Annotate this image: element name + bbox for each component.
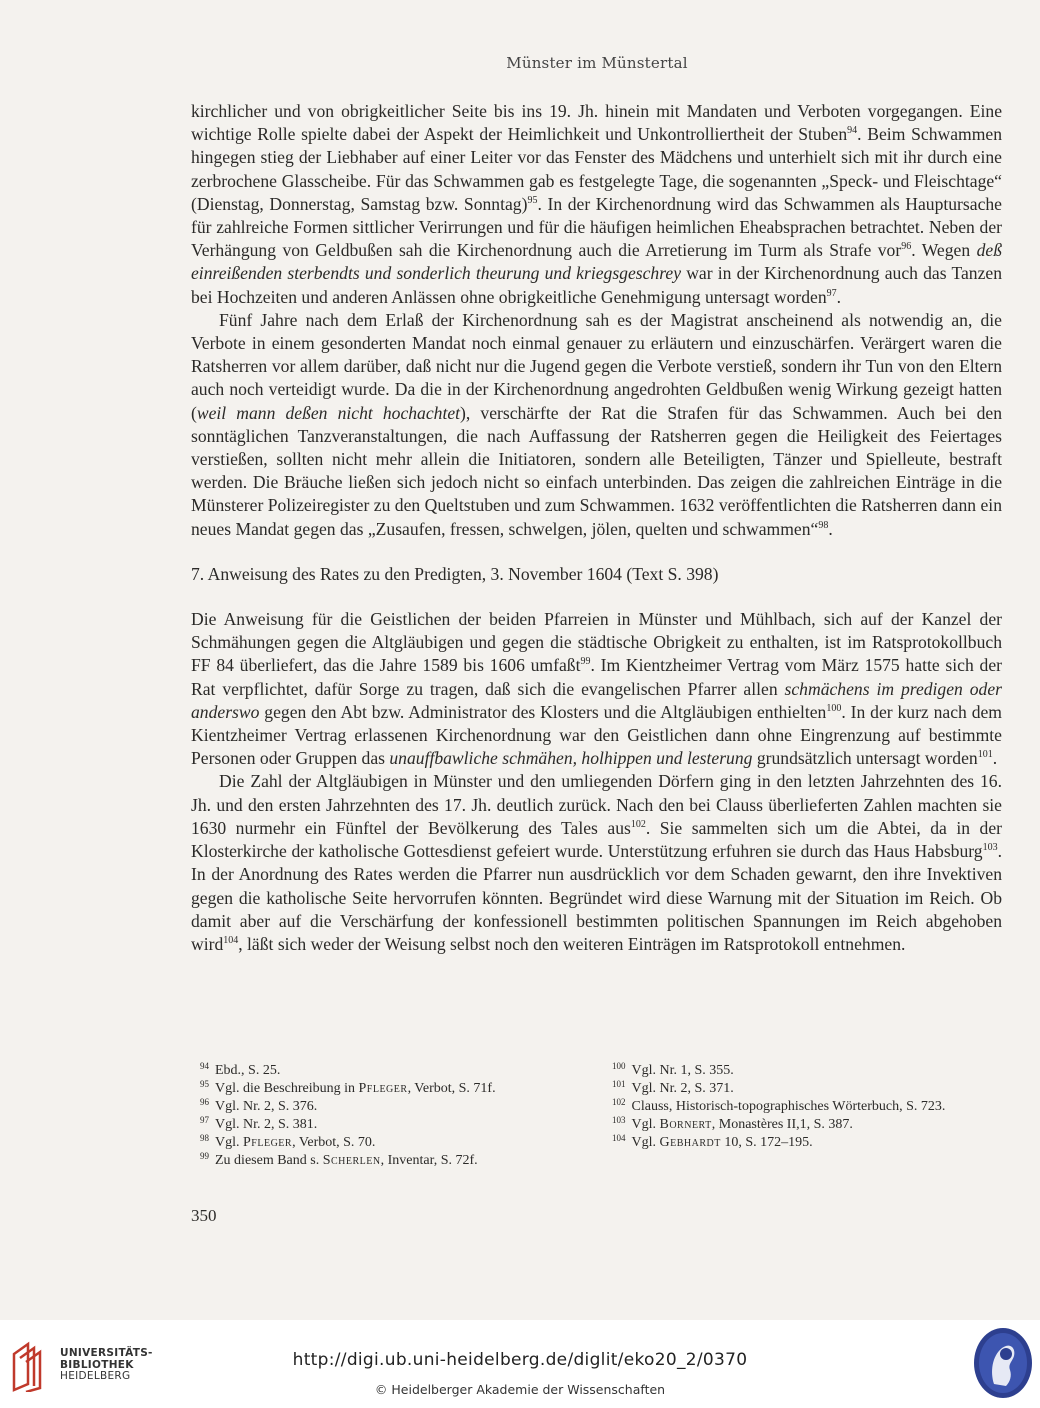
permalink[interactable]: http://digi.ub.uni-heidelberg.de/diglit/eko20_2/0370 (292, 1350, 748, 1370)
footnote: $^{94}$ Ebd., S. 25. (200, 1061, 281, 1078)
footnote-ref[interactable]: 101 (977, 749, 993, 761)
footnote-ref[interactable]: 96 (901, 241, 912, 253)
section-heading: 7. Anweisung des Rates zu den Predigten, 3. November 1604 (Text S. 398) (191, 563, 719, 584)
footnote-ref[interactable]: 94 (847, 125, 858, 137)
footnote-ref[interactable]: 98 (818, 519, 829, 531)
footnote-ref[interactable]: 97 (826, 287, 837, 299)
paragraph: kirchlicher und von obrigkeitlicher Seite bis ins 19. Jh. hinein mit Mandaten und Verboten vorgegangen. Eine wichtige Rolle spielte dabei der Aspekt der Heimlichkeit und Unkontrolliertheit der Stuben$^{94}$. Beim Schwammen hingegen stieg der Liebhaber auf einer Leiter vor das Fenster des Mädchens und unterhielt sich mit ihr durch eine zerbrochene Glasscheibe. Für das Schwammen gab es festgelegte Tage, die sogenannten „Speck- und Fleischtage“ (Dienstag, Donnerstag, Samstag bzw. Sonntag)$^{95}$. In der Kirchenordnung wird das Schwammen als Hauptursache für zahlreiche Formen sittlicher Verirrungen und für die häufigen heimlichen Eheabsprachen betrachtet. Neben der Verhängung von Geldbußen sah die Kirchenordnung auch die Arretierung im Turm als Strafe vor$^{96}$. Wegen deß einreißenden sterbendts und sonderlich theurung und kriegsgeschrey war in der Kirchenordnung auch das Tanzen bei Hochzeiten und anderen Anlässen ohne obrigkeitliche Genehmigung untersagt worden$^{97}$. (191, 101, 1002, 307)
paragraph: Die Anweisung für die Geistlichen der beiden Pfarreien in Münster und Mühlbach, sich auf der Kanzel der Schmähungen gegen die Altgläubigen und gegen die städtische Obrigkeit zu enthalten, ist im Ratsprotokollbuch FF 84 überliefert, das die Jahre 1589 bis 1606 umfaßt$^{99}$. Im Kientzheimer Vertrag vom März 1575 hatte sich der Rat verpflichtet, dafür Sorge zu tragen, daß sich die evangelischen Pfarrer allen schmächens im predigen oder anderswo gegen den Abt bzw. Administrator des Klosters und die Altgläubigen enthielten$^{100}$. In der kurz nach dem Kientzheimer Vertrag erlassenen Kirchenordnung war den Geistlichen dann ohne Eingrenzung auf bestimmte Personen oder Gruppen das unauffbawliche schmähen, holhippen und lesterung grundsätzlich untersagt worden$^{101}$. (191, 609, 1002, 769)
footnote: $^{96}$ Vgl. Nr. 2, S. 376. (200, 1097, 318, 1114)
viewer-footer (0, 1320, 1040, 1408)
footnote: $^{95}$ Vgl. die Beschreibung in Pfleger, Verbot, S. 71f. (200, 1079, 496, 1096)
library-name-line: UNIVERSITÄTS- (60, 1347, 153, 1359)
footnote: $^{99}$ Zu diesem Band s. Scherlen, Inventar, S. 72f. (200, 1151, 478, 1168)
footnote: $^{100}$ Vgl. Nr. 1, S. 355. (612, 1061, 734, 1078)
footnotes-left-column (200, 1062, 590, 1170)
running-head: Münster im Münstertal (506, 54, 688, 72)
footnote: $^{101}$ Vgl. Nr. 2, S. 371. (612, 1079, 734, 1096)
library-name-line: BIBLIOTHEK (60, 1358, 134, 1371)
footnote: $^{97}$ Vgl. Nr. 2, S. 381. (200, 1115, 318, 1132)
footnotes-right-column (612, 1062, 1012, 1152)
footnote: $^{103}$ Vgl. Bornert, Monastères II,1, S. 387. (612, 1115, 853, 1132)
library-name-line: HEIDELBERG (60, 1370, 131, 1382)
page-number: 350 (191, 1206, 217, 1225)
footnote-ref[interactable]: 102 (630, 818, 646, 830)
body-text (191, 100, 1002, 956)
footnote-ref[interactable]: 104 (223, 934, 239, 946)
paragraph: Die Zahl der Altgläubigen in Münster und den umliegenden Dörfern ging in den letzten Jahrzehnten des 16. Jh. und den ersten Jahrzehnten des 17. Jh. deutlich zurück. Nach den bei Clauss überlieferten Zahlen machten sie 1630 nurmehr ein Fünftel der Bevölkerung des Tales aus$^{102}$. Sie sammelten sich um die Abtei, da in der Klosterkirche der katholische Gottesdienst gefeiert wurde. Unterstützung erfuhren sie durch das Haus Habsburg$^{103}$. In der Anordnung des Rates werden die Pfarrer nun ausdrücklich vor dem Schaden gewarnt, den ihre Invektiven gegen die katholische Seite hervorrufen könnten. Begründet wird diese Warnung mit der Situation im Reich. Ob damit aber auf die Verschärfung der konfessionell bestimmten politischen Spannungen im Reich abgehoben wird$^{104}$, läßt sich weder der Weisung selbst noch den weiteren Einträgen im Ratsprotokoll entnehmen. (191, 771, 1002, 954)
footnote-ref[interactable]: 100 (826, 702, 842, 714)
footnote-ref[interactable]: 103 (982, 842, 998, 854)
footnote: $^{98}$ Vgl. Pfleger, Verbot, S. 70. (200, 1133, 376, 1150)
footnote: $^{102}$ Clauss, Historisch-topographisches Wörterbuch, S. 723. (612, 1097, 946, 1114)
footnote: $^{104}$ Vgl. Gebhardt 10, S. 172–195. (612, 1133, 813, 1150)
footnote-ref[interactable]: 95 (527, 194, 538, 206)
footnote-ref[interactable]: 99 (580, 656, 591, 668)
copyright-notice: © Heidelberger Akademie der Wissenschaften (374, 1382, 666, 1397)
paragraph: Fünf Jahre nach dem Erlaß der Kirchenordnung sah es der Magistrat anscheinend als notwendig an, die Verbote in einem gesonderten Mandat noch einmal genauer zu erläutern und einzuschärfen. Verärgert waren die Ratsherren vor allem darüber, daß nicht nur die Jugend gegen die Verbote verstieß, sondern ihr Tun von den Eltern auch noch verteidigt wurde. Da die in der Kirchenordnung angedrohten Geldbußen wenig Wirkung gezeigt hatten (weil mann deßen nicht hochachtet), verschärfte der Rat die Strafen für das Schwammen. Auch bei den sonntäglichen Tanzveranstaltungen, die nach Auffassung der Ratsherren gegen die Heiligkeit des Feiertages verstießen, sollten nicht mehr allein die Initiatoren, sondern alle Beteiligten, Tänzer und Spielleute, bestraft werden. Die Bräuche ließen sich jedoch nicht so einfach unterbinden. Das zeigen die zahlreichen Einträge in die Münsterer Polizeiregister zu den Queltstuben und zum Schwammen. 1632 veröffentlichten die Ratsherren dann ein neues Mandat gegen das „Zusaufen, fressen, schwelgen, jölen, quelten und schwammen“$^{98}$. (191, 309, 1002, 539)
academy-seal-icon[interactable] (972, 1326, 1034, 1400)
